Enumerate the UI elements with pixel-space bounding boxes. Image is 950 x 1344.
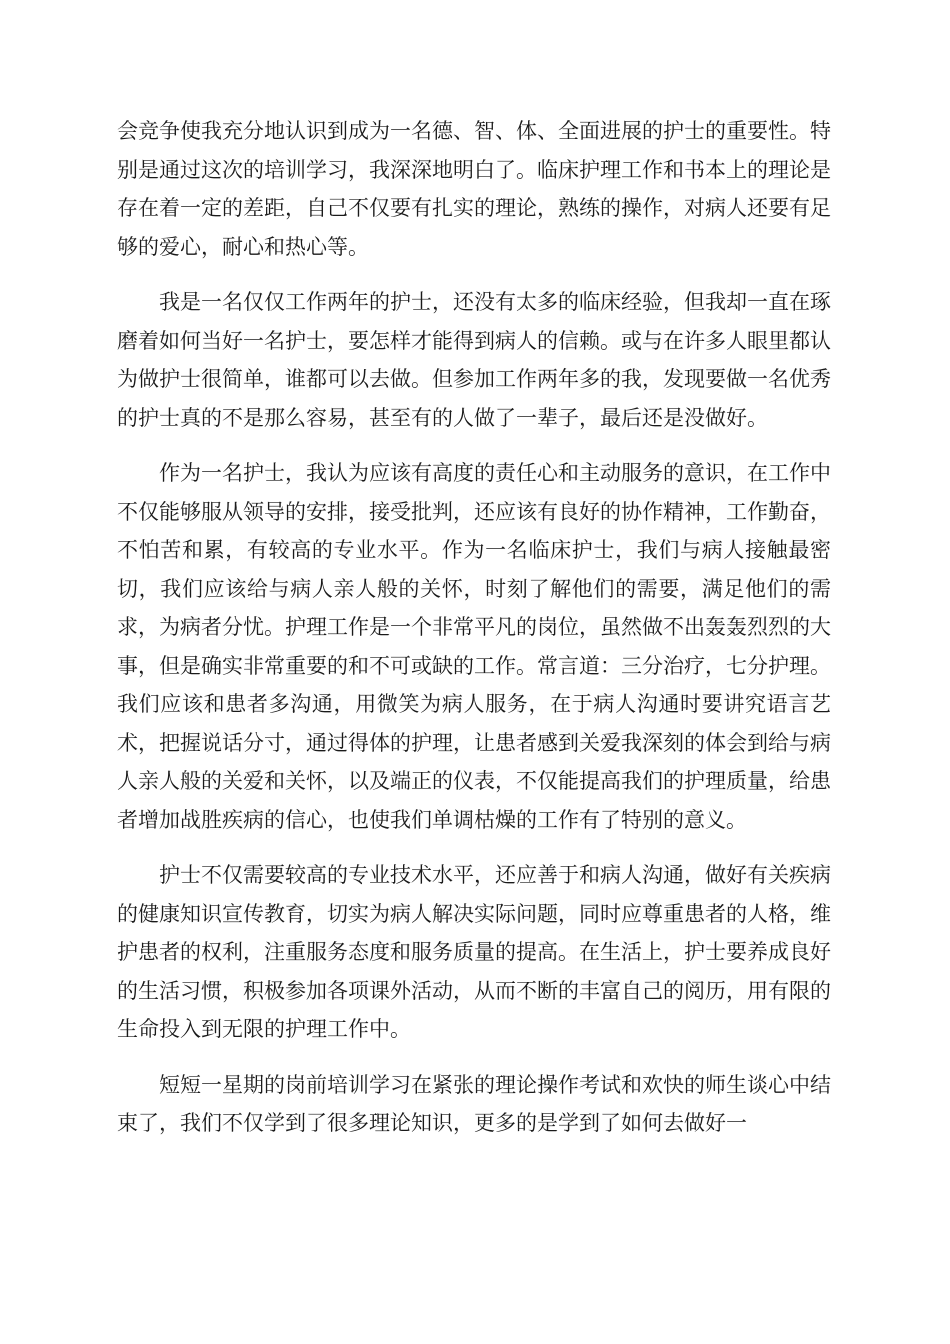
paragraph-2: 我是一名仅仅工作两年的护士，还没有太多的临床经验，但我却一直在琢磨着如何当好一名护士，要怎样才能得到病人的信赖。或与在许多人眼里都认为做护士很简单，谁都可以去做。但参加工作两年多的我，发现要做一名优秀的护士真的不是那么容易，甚至有的人做了一辈子，最后还是没做好。 [117,290,831,430]
paragraph-5: 短短一星期的岗前培训学习在紧张的理论操作考试和欢快的师生谈心中结束了，我们不仅学到了很多理论知识，更多的是学到了如何去做好一 [117,1072,831,1135]
paragraph-1: 会竞争使我充分地认识到成为一名德、智、体、全面进展的护士的重要性。特别是通过这次的培训学习，我深深地明白了。临床护理工作和书本上的理论是存在着一定的差距，自己不仅要有扎实的理论，熟练的操作，对病人还要有足够的爱心，耐心和热心等。 [117,119,831,259]
paragraph-3: 作为一名护士，我认为应该有高度的责任心和主动服务的意识，在工作中不仅能够服从领导的安排，接受批判，还应该有良好的协作精神，工作勤奋，不怕苦和累，有较高的专业水平。作为一名临床护士，我们与病人接触最密切，我们应该给与病人亲人般的关怀，时刻了解他们的需要，满足他们的需求，为病者分忧。护理工作是一个非常平凡的岗位，虽然做不出轰轰烈烈的大事，但是确实非常重要的和不可或缺的工作。常言道：三分治疗，七分护理。我们应该和患者多沟通，用微笑为病人服务，在于病人沟通时要讲究语言艺术，把握说话分寸，通过得体的护理，让患者感到关爱我深刻的体会到给与病人亲人般的关爱和关怀，以及端正的仪表，不仅能提高我们的护理质量，给患者增加战胜疾病的信心，也使我们单调枯燥的工作有了特别的意义。 [117,461,831,832]
paragraph-4: 护士不仅需要较高的专业技术水平，还应善于和病人沟通，做好有关疾病的健康知识宣传教育，切实为病人解决实际问题，同时应尊重患者的人格，维护患者的权利，注重服务态度和服务质量的提高。在生活上，护士要养成良好的生活习惯，积极参加各项课外活动，从而不断的丰富自己的阅历，用有限的生命投入到无限的护理工作中。 [117,863,831,1041]
document-body [117,112,831,1143]
